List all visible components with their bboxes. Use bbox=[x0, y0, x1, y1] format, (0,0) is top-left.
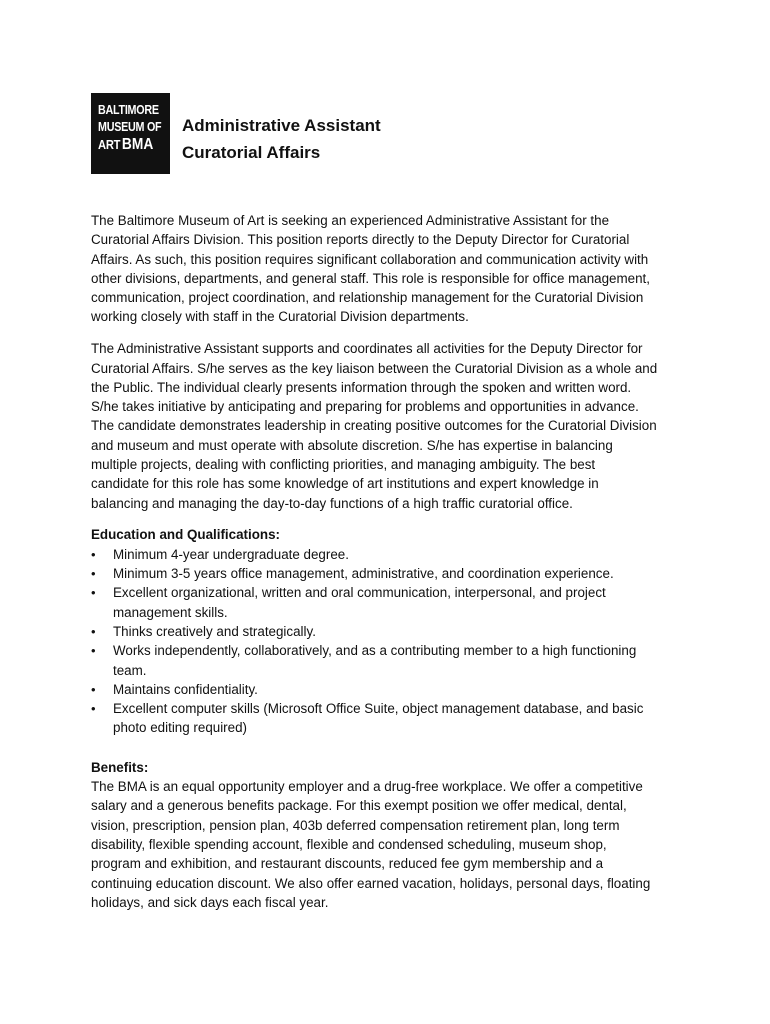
intro-paragraph bbox=[91, 211, 691, 327]
role-line: Curatorial Affairs. S/he serves as the key liaison between the Curatorial Division as a whole and bbox=[91, 360, 658, 376]
intro-line: Curatorial Affairs Division. This position reports directly to the Deputy Director for Curatorial bbox=[91, 232, 630, 248]
bma-logo bbox=[91, 93, 170, 174]
logo-line-1: BALTIMORE bbox=[98, 103, 159, 117]
list-item-text: • Excellent computer skills (Microsoft Office Suite, object management database, and basic bbox=[113, 701, 644, 717]
benefits-heading: Benefits: bbox=[91, 759, 149, 775]
benefits-line: program and exhibition, and restaurant discounts, reduced fee gym membership and a bbox=[91, 856, 604, 872]
role-line: The candidate demonstrates leadership in creating positive outcomes for the Curatorial Division bbox=[91, 418, 657, 434]
list-item-text: management skills. bbox=[113, 604, 228, 620]
page-title bbox=[182, 112, 381, 166]
list-item bbox=[91, 641, 691, 680]
role-paragraph bbox=[91, 339, 691, 513]
role-line: S/he takes initiative by anticipating and preparing for problems and opportunities in advance. bbox=[91, 399, 639, 415]
list-item-text: photo editing required) bbox=[113, 720, 247, 736]
intro-line: other divisions, departments, and general staff. This role is responsible for office management, bbox=[91, 270, 650, 286]
role-line: balancing and managing the day-to-day functions of a high traffic curatorial office. bbox=[91, 495, 573, 511]
benefits-line: The BMA is an equal opportunity employer and a drug-free workplace. We offer a competitive bbox=[91, 779, 643, 795]
intro-line: communication, project coordination, and relationship management for the Curatorial Division bbox=[91, 290, 644, 306]
benefits-paragraph bbox=[91, 777, 691, 912]
intro-line: The Baltimore Museum of Art is seeking an experienced Administrative Assistant for the bbox=[91, 213, 610, 228]
list-item bbox=[91, 622, 691, 641]
benefits-line: salary and a generous benefits package. For this exempt position we offer medical, dental, bbox=[91, 798, 627, 814]
list-item-text: • Works independently, collaboratively, and as a contributing member to a high functioning bbox=[113, 643, 637, 659]
list-item bbox=[91, 564, 691, 583]
list-item bbox=[91, 699, 691, 738]
role-line: candidate for this role has some knowledge of art institutions and expert knowledge in bbox=[91, 476, 599, 492]
list-item-text: team. bbox=[113, 662, 147, 678]
logo-bma-mark: BMA bbox=[121, 136, 154, 153]
list-item-text: • Excellent organizational, written and oral communication, interpersonal, and project bbox=[113, 585, 606, 601]
qualifications-heading: Education and Qualifications: bbox=[91, 527, 280, 543]
benefits-line: disability, flexible spending account, flexible and condensed scheduling, museum shop, bbox=[91, 836, 607, 852]
benefits-section bbox=[91, 758, 691, 912]
qualifications-list bbox=[91, 545, 691, 738]
logo-line-3 bbox=[98, 136, 160, 153]
role-line: The Administrative Assistant supports and coordinates all activities for the Deputy Director for bbox=[91, 341, 643, 357]
role-line: the Public. The individual clearly presents information through the spoken and written word. bbox=[91, 379, 632, 395]
list-item-text: • Minimum 3-5 years office management, administrative, and coordination experience. bbox=[113, 566, 614, 582]
list-item bbox=[91, 680, 691, 699]
intro-line: working closely with staff in the Curatorial Division departments. bbox=[91, 309, 469, 325]
job-title: Administrative Assistant bbox=[182, 116, 381, 135]
list-item bbox=[91, 545, 691, 564]
benefits-line: continuing education discount. We also offer earned vacation, holidays, personal days, floating bbox=[91, 875, 651, 891]
logo-art-text: ART bbox=[98, 137, 121, 152]
role-line: multiple projects, dealing with conflicting priorities, and managing ambiguity. The best bbox=[91, 457, 596, 473]
benefits-line: vision, prescription, pension plan, 403b deferred compensation retirement plan, long term bbox=[91, 817, 620, 833]
list-item-text: • Thinks creatively and strategically. bbox=[113, 623, 316, 639]
list-item-text: • Minimum 4-year undergraduate degree. bbox=[113, 546, 349, 562]
benefits-line: holidays, and sick days each fiscal year. bbox=[91, 894, 329, 910]
logo-line-2: MUSEUM OF bbox=[98, 120, 162, 134]
list-item-text: • Maintains confidentiality. bbox=[113, 681, 258, 697]
intro-line: Affairs. As such, this position requires significant collaboration and communication activity with bbox=[91, 251, 649, 267]
document-body bbox=[91, 211, 691, 912]
department-title: Curatorial Affairs bbox=[182, 143, 321, 162]
role-line: and museum and must operate with absolute discretion. S/he has expertise in balancing bbox=[91, 437, 613, 453]
list-item bbox=[91, 583, 691, 622]
